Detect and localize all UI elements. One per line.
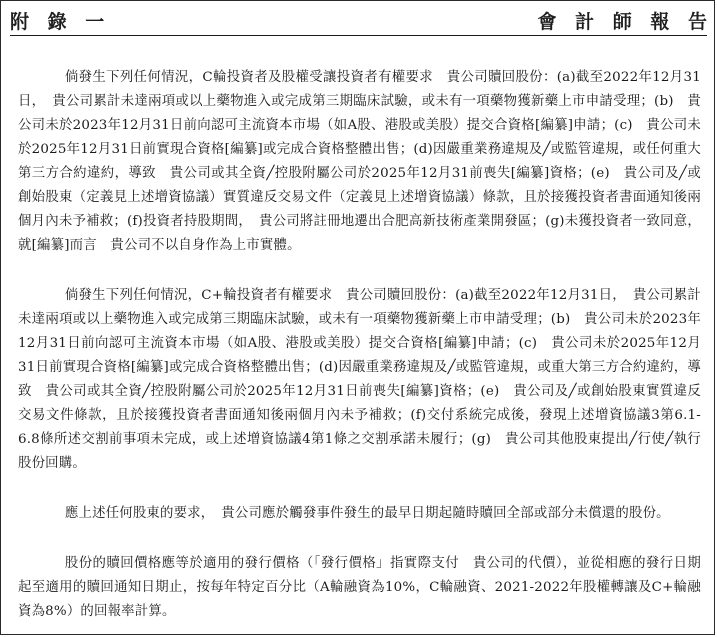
- paragraph-c-round-redemption: 倘發生下列任何情況，C輪投資者及股權受讓投資者有權要求 貴公司贖回股份：(a)截至2022年12月31日， 貴公司累計未達兩項或以上藥物進入或完成第三期臨床試驗，或未有一項藥物獲新藥上市申請受理；(b) 貴公司未於2023年12月31日前向認可主流資本市場（如A股、港股或美股）提交合資格[編纂]申請；(c) 貴公司未於2025年12月31日前實現合資格[編纂]或完成合資格整體出售；(d)因嚴重業務違規及╱或監管違規，或任何重大第三方合約違約，導致 貴公司或其全資╱控股附屬公司於2025年12月31前喪失[編纂]資格；(e) 貴公司及╱或創始股東（定義見上述增資協議）實質違反交易文件（定義見上述增資協議）條款，且於接獲投資者書面通知後兩個月內未予補救；(f)投資者持股期間， 貴公司將註冊地遷出合肥高新技術產業開發區；(g)未獲投資者一致同意，就[編纂]而言 貴公司不以自身作為上市實體。: [18, 70, 701, 253]
- appendix-title: 附 錄 一: [10, 10, 111, 33]
- document-body: [18, 66, 701, 624]
- header-rule: [10, 35, 707, 36]
- report-title: 會 計 師 報 告: [537, 10, 713, 33]
- page-header: [10, 6, 713, 34]
- paragraph-redemption-price: 股份的贖回價格應等於適用的發行價格（「發行價格」指實際支付 貴公司的代價），並從相應的發行日期起至適用的贖回通知日期止，按每年特定百分比（A輪融資為10%，C輪融資、2021-2022年股權轉讓及C+輪融資為8%）的回報率計算。: [18, 556, 701, 619]
- paragraph-c-plus-round-redemption: 倘發生下列任何情況，C+輪投資者有權要求 貴公司贖回股份：(a)截至2022年12月31日， 貴公司累計未達兩項或以上藥物進入或完成第三期臨床試驗，或未有一項藥物獲新藥上市申請受理；(b) 貴公司未於2023年12月31日前向認可主流資本市場（如A股、港股或美股）提交合資格[編纂]申請；(c) 貴公司未於2025年12月31日前實現合資格[編纂]或完成合資格整體出售；(d)因嚴重業務違規及╱或監管違規，或重大第三方合約違約，導致 貴公司或其全資╱控股附屬公司於2025年12月31日前喪失[編纂]資格；(e) 貴公司及╱或創始股東實質違反交易文件條款，且於接獲投資者書面通知後兩個月內未予補救；(f)交付系統完成後，發現上述增資協議3第6.1-6.8條所述交割前事項未完成，或上述增資協議4第1條之交割承諾未履行；(g) 貴公司其他股東提出╱行使╱執行股份回購。: [18, 288, 701, 471]
- paragraph-redemption-request: 應上述任何股東的要求， 貴公司應於觸發事件發生的最早日期起隨時贖回全部或部分未償還的股份。: [64, 506, 670, 521]
